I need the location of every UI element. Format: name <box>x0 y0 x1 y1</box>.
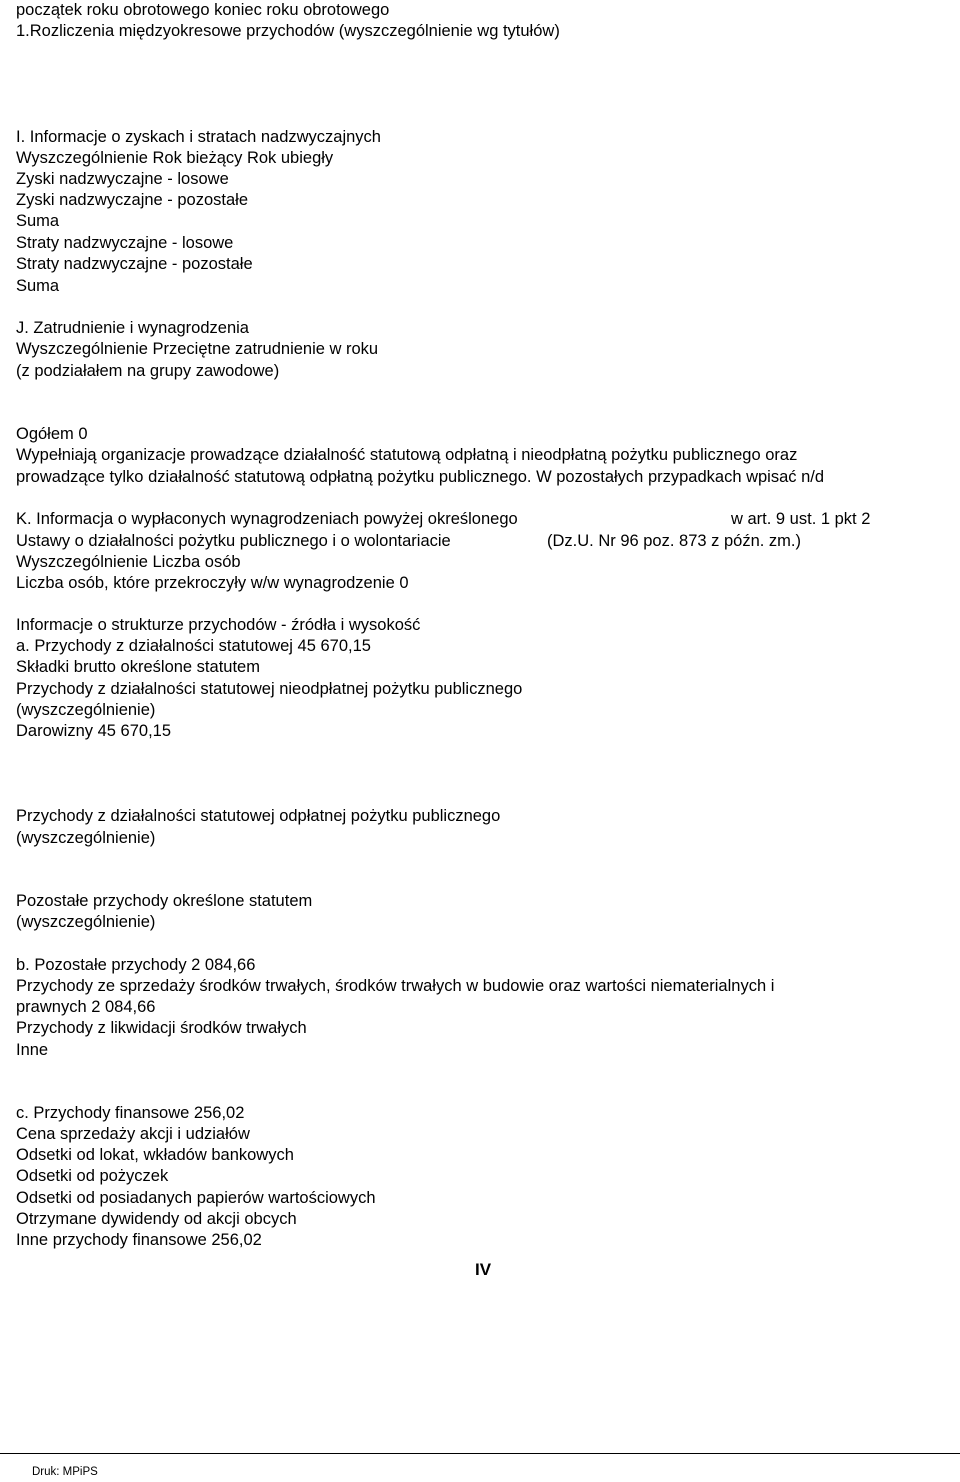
text-line: w art. 9 ust. 1 pkt 2 <box>731 510 871 528</box>
page-number: IV <box>475 1260 492 1279</box>
footer-divider <box>0 1453 960 1454</box>
text-line: Straty nadzwyczajne - losowe <box>16 234 234 252</box>
text-line: Wyszczególnienie Przeciętne zatrudnienie w roku <box>16 340 379 358</box>
text-line: Wyszczególnienie Rok bieżący Rok ubiegły <box>16 149 334 167</box>
text-line: Przychody z działalności statutowej odpłatnej pożytku publicznego <box>16 807 501 825</box>
text-line: Pozostałe przychody określone statutem <box>16 892 313 910</box>
text-line: 1.Rozliczenia międzyokresowe przychodów (wyszczególnienie wg tytułów) <box>16 22 560 40</box>
text-line: a. Przychody z działalności statutowej 45 670,15 <box>16 637 371 655</box>
text-line: Zyski nadzwyczajne - losowe <box>16 170 229 188</box>
text-line: (wyszczególnienie) <box>16 913 156 931</box>
section-heading: Informacje o strukturze przychodów - źródła i wysokość <box>16 616 421 634</box>
text-line: Przychody z działalności statutowej nieodpłatnej pożytku publicznego <box>16 680 523 698</box>
footer-print-label: Druk: MPiPS <box>32 1466 98 1478</box>
text-line: prawnych 2 084,66 <box>16 998 156 1016</box>
text-line: Darowizny 45 670,15 <box>16 722 172 740</box>
section-heading: I. Informacje o zyskach i stratach nadzwyczajnych <box>16 128 381 146</box>
text-line: Składki brutto określone statutem <box>16 658 260 676</box>
text-line: Inne przychody finansowe 256,02 <box>16 1231 262 1249</box>
text-line: Liczba osób, które przekroczyły w/w wynagrodzenie 0 <box>16 574 409 592</box>
text-line: b. Pozostałe przychody 2 084,66 <box>16 956 256 974</box>
text-line: c. Przychody finansowe 256,02 <box>16 1104 245 1122</box>
text-line: Otrzymane dywidendy od akcji obcych <box>16 1210 297 1228</box>
text-line: (z podziałałem na grupy zawodowe) <box>16 362 280 380</box>
section-heading: K. Informacja o wypłaconych wynagrodzeniach powyżej określonego <box>16 510 518 528</box>
text-line: Suma <box>16 277 60 295</box>
text-line: Ustawy o działalności pożytku publicznego i o wolontariacie <box>16 532 451 550</box>
text-line: Przychody ze sprzedaży środków trwałych, środków trwałych w budowie oraz wartości niematerialnych i <box>16 977 775 995</box>
text-line: (Dz.U. Nr 96 poz. 873 z późn. zm.) <box>547 532 802 550</box>
text-line: Inne <box>16 1041 49 1059</box>
text-line: Wypełniają organizacje prowadzące działalność statutową odpłatną i nieodpłatną pożytku publicznego oraz <box>16 446 798 464</box>
text-line: Odsetki od lokat, wkładów bankowych <box>16 1146 294 1164</box>
text-line: (wyszczególnienie) <box>16 829 156 847</box>
text-line: Przychody z likwidacji środków trwałych <box>16 1019 307 1037</box>
section-heading: J. Zatrudnienie i wynagrodzenia <box>16 319 249 337</box>
text-line: Zyski nadzwyczajne - pozostałe <box>16 191 249 209</box>
text-line: Suma <box>16 212 60 230</box>
text-line: Wyszczególnienie Liczba osób <box>16 553 241 571</box>
text-line: Cena sprzedaży akcji i udziałów <box>16 1125 250 1143</box>
text-line: prowadzące tylko działalność statutową odpłatną pożytku publicznego. W pozostałych przypadkach wpisać n/d <box>16 468 825 486</box>
text-line: Odsetki od posiadanych papierów wartościowych <box>16 1189 376 1207</box>
text-line: początek roku obrotowego koniec roku obrotowego <box>16 1 390 19</box>
text-line: Odsetki od pożyczek <box>16 1167 169 1185</box>
text-line: (wyszczególnienie) <box>16 701 156 719</box>
text-line: Straty nadzwyczajne - pozostałe <box>16 255 253 273</box>
text-line: Ogółem 0 <box>16 425 88 443</box>
